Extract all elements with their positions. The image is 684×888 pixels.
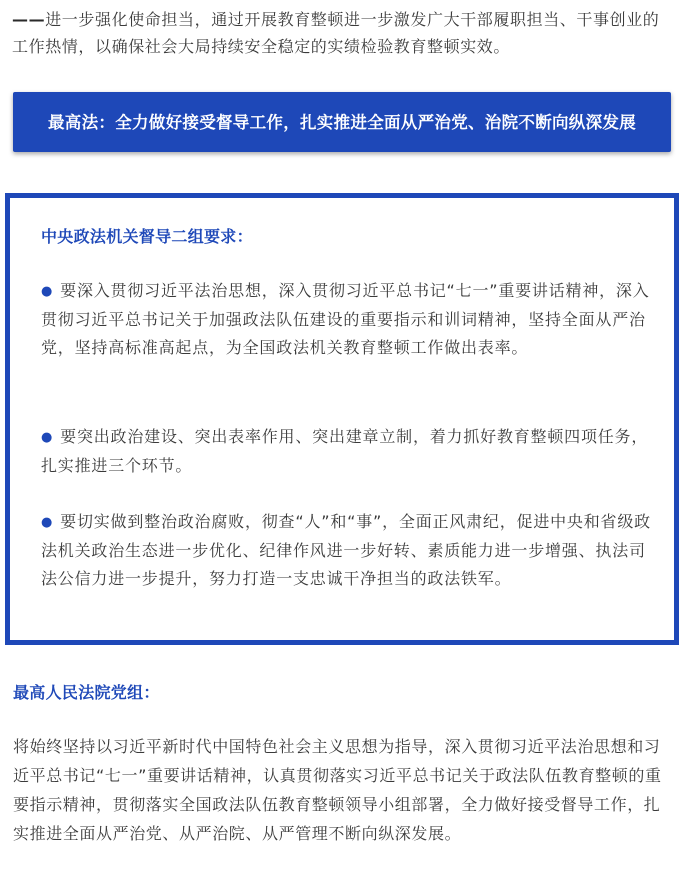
intro-paragraph xyxy=(12,6,672,60)
bullet-dot-icon: ● xyxy=(41,284,54,299)
requirements-box xyxy=(5,193,679,645)
requirement-text-3: 要切实做到整治政治腐败，彻查“人”和“事”，全面正风肃纪，促进中央和省级政法机关政治生态进一步优化、纪律作风进一步好转、素质能力进一步增强、执法司法公信力进一步提升，努力打造一支忠诚干净担当的政法铁军。 xyxy=(41,512,651,588)
intro-dash: —— xyxy=(12,10,46,29)
requirement-item-3 xyxy=(41,508,656,593)
intro-text: 进一步强化使命担当，通过开展教育整顿进一步激发广大干部履职担当、干事创业的工作热情，以确保社会大局持续安全稳定的实绩检验教育整顿实效。 xyxy=(12,10,660,56)
section-paragraph: 将始终坚持以习近平新时代中国特色社会主义思想为指导，深入贯彻习近平法治思想和习近平总书记“七一”重要讲话精神，认真贯彻落实习近平总书记关于政法队伍教育整顿的重要指示精神，贯彻落实全国政法队伍教育整顿领导小组部署，全力做好接受督导工作，扎实推进全面从严治党、从严治院、从严管理不断向纵深发展。 xyxy=(13,737,662,843)
requirement-text-1: 要深入贯彻习近平法治思想，深入贯彻习近平总书记“七一”重要讲话精神，深入贯彻习近平总书记关于加强政法队伍建设的重要指示和训词精神，坚持全面从严治党，坚持高标准高起点，为全国政法机关教育整顿工作做出表率。 xyxy=(41,281,650,357)
requirement-text-2: 要突出政治建设、突出表率作用、突出建章立制，着力抓好教育整顿四项任务，扎实推进三个环节。 xyxy=(41,427,649,475)
requirements-heading: 中央政法机关督导二组要求： xyxy=(41,227,253,246)
bullet-dot-icon: ● xyxy=(41,430,54,445)
headline-banner xyxy=(13,92,671,152)
requirement-item-1 xyxy=(41,277,656,362)
bullet-dot-icon: ● xyxy=(41,515,54,530)
section-heading: 最高人民法院党组： xyxy=(13,683,160,702)
requirement-item-2 xyxy=(41,423,656,480)
headline-banner-text: 最高法：全力做好接受督导工作，扎实推进全面从严治党、治院不断向纵深发展 xyxy=(48,112,636,132)
